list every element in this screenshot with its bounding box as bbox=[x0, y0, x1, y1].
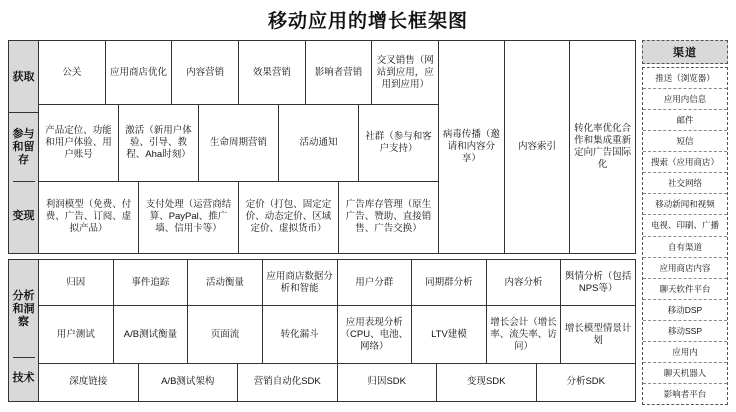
channel-item[interactable]: 应用内信息 bbox=[643, 89, 727, 110]
section-label-engagement: 参与和留存 bbox=[9, 112, 38, 182]
cell-analytics2-5[interactable]: LTV建模 bbox=[412, 306, 487, 363]
channel-item[interactable]: 移动DSP bbox=[643, 300, 727, 321]
channel-item[interactable]: 短信 bbox=[643, 131, 727, 152]
cell-acquisition-2[interactable]: 内容营销 bbox=[172, 41, 239, 104]
cell-technology-3[interactable]: 归因SDK bbox=[338, 364, 438, 401]
channel-item[interactable]: 推送（浏览器） bbox=[643, 68, 727, 89]
row-analytics-2 bbox=[39, 305, 635, 363]
channel-item[interactable]: 应用内 bbox=[643, 342, 727, 363]
channel-item[interactable]: 自有渠道 bbox=[643, 237, 727, 258]
channel-item[interactable]: 影响者平台 bbox=[663, 388, 707, 399]
section-label-acquisition: 获取 bbox=[12, 70, 35, 83]
cell-span-cro[interactable]: 转化率优化合作和集成重新定向广告国际化 bbox=[574, 123, 632, 170]
cell-analytics1-1[interactable]: 事件追踪 bbox=[114, 260, 189, 305]
cell-monetization-0[interactable]: 利润模型（免费、付费、广告、订阅、虚拟产品） bbox=[39, 182, 139, 253]
section-rail-left bbox=[9, 41, 39, 253]
section-rail-left-2 bbox=[9, 260, 39, 401]
row-technology bbox=[39, 363, 635, 401]
channel-item[interactable]: 电视、印刷、广播 bbox=[643, 215, 727, 236]
cell-acquisition-3[interactable]: 效果营销 bbox=[239, 41, 306, 104]
section-label-technology: 技术 bbox=[13, 357, 35, 399]
cell-analytics1-2[interactable]: 活动衡量 bbox=[188, 260, 263, 305]
cell-engagement-3[interactable]: 活动通知 bbox=[279, 105, 359, 181]
cell-analytics2-4[interactable]: 应用表现分析（CPU、电池、网络） bbox=[338, 306, 413, 363]
channels-header: 渠道 bbox=[642, 40, 728, 64]
channel-item[interactable]: 邮件 bbox=[643, 110, 727, 131]
cell-analytics2-0[interactable]: 用户测试 bbox=[39, 306, 114, 363]
cell-monetization-3[interactable]: 广告库存管理（原生广告、赞助、直接销售、广告交换） bbox=[345, 199, 432, 235]
cell-analytics2-7[interactable]: 增长模型情景计划 bbox=[564, 322, 632, 346]
channels-list bbox=[642, 67, 728, 405]
cell-engagement-2[interactable]: 生命周期营销 bbox=[199, 105, 279, 181]
channel-item[interactable]: 社交网络 bbox=[643, 173, 727, 194]
acquisition-engagement-monetization-block bbox=[8, 40, 636, 254]
analytics-rows bbox=[39, 260, 635, 401]
cell-acquisition-0[interactable]: 公关 bbox=[39, 41, 106, 104]
row-engagement bbox=[39, 104, 438, 181]
channel-item[interactable]: 移动SSP bbox=[643, 321, 727, 342]
cell-analytics1-6[interactable]: 内容分析 bbox=[487, 260, 562, 305]
page-title: 移动应用的增长框架图 bbox=[267, 11, 468, 32]
cell-span-content-indexing[interactable]: 内容索引 bbox=[505, 41, 571, 253]
cell-analytics2-1[interactable]: A/B测试衡量 bbox=[114, 306, 189, 363]
cell-technology-2[interactable]: 营销自动化SDK bbox=[238, 364, 338, 401]
acq-left-grid bbox=[39, 41, 439, 253]
cell-acquisition-5[interactable]: 交叉销售（网站到应用，应用到应用） bbox=[376, 54, 434, 90]
cell-engagement-0[interactable]: 产品定位、功能和用户体验、用户账号 bbox=[39, 105, 119, 181]
channel-item[interactable]: 搜索（应用商店） bbox=[643, 152, 727, 173]
cell-analytics1-0[interactable]: 归因 bbox=[39, 260, 114, 305]
cell-engagement-1[interactable]: 激活（新用户体验、引导、教程、Aha时刻） bbox=[119, 105, 199, 181]
row-acquisition bbox=[39, 41, 438, 104]
cell-acquisition-1[interactable]: 应用商店优化 bbox=[106, 41, 173, 104]
cell-analytics2-3[interactable]: 转化漏斗 bbox=[263, 306, 338, 363]
channel-item[interactable]: 聊天软件平台 bbox=[643, 279, 727, 300]
acq-rows-wrapper bbox=[39, 41, 635, 253]
cell-span-viral[interactable]: 病毒传播（邀请和内容分享） bbox=[439, 41, 505, 253]
channel-item[interactable]: 移动新闻和视频 bbox=[643, 194, 727, 215]
channel-item[interactable]: 聊天机器人 bbox=[643, 363, 727, 384]
cell-analytics2-2[interactable]: 页面流 bbox=[188, 306, 263, 363]
cell-analytics1-5[interactable]: 同期群分析 bbox=[412, 260, 487, 305]
acq-spanning-cells bbox=[439, 41, 635, 253]
cell-analytics1-7[interactable]: 舆情分析（包括NPS等） bbox=[564, 270, 632, 294]
cell-analytics1-3[interactable]: 应用商店数据分析和智能 bbox=[263, 260, 338, 305]
row-monetization bbox=[39, 181, 438, 253]
channels-sidebar bbox=[642, 40, 728, 405]
analytics-technology-block bbox=[8, 259, 636, 402]
cell-analytics2-6[interactable]: 增长会计（增长率、流失率、访问） bbox=[487, 306, 562, 363]
cell-monetization-2[interactable]: 定价（打包、固定定价、动态定价、区域定价、虚拟货币） bbox=[239, 182, 339, 253]
section-label-analytics: 分析和洞察 bbox=[12, 290, 35, 329]
cell-technology-4[interactable]: 变现SDK bbox=[437, 364, 537, 401]
cell-technology-5[interactable]: 分析SDK bbox=[566, 376, 606, 388]
row-analytics-1 bbox=[39, 260, 635, 305]
cell-acquisition-4[interactable]: 影响者营销 bbox=[306, 41, 373, 104]
cell-technology-0[interactable]: 深度链接 bbox=[39, 364, 139, 401]
cell-analytics1-4[interactable]: 用户分群 bbox=[338, 260, 413, 305]
main-columns bbox=[8, 40, 636, 405]
cell-technology-1[interactable]: A/B测试架构 bbox=[139, 364, 239, 401]
cell-monetization-1[interactable]: 支付处理（运营商结算、PayPal、推广墙、信用卡等） bbox=[139, 182, 239, 253]
framework-diagram bbox=[0, 40, 736, 405]
section-label-monetization: 变现 bbox=[13, 181, 35, 251]
channel-item[interactable]: 应用商店内容 bbox=[643, 258, 727, 279]
cell-engagement-4[interactable]: 社群（参与和客户支持） bbox=[365, 130, 432, 154]
